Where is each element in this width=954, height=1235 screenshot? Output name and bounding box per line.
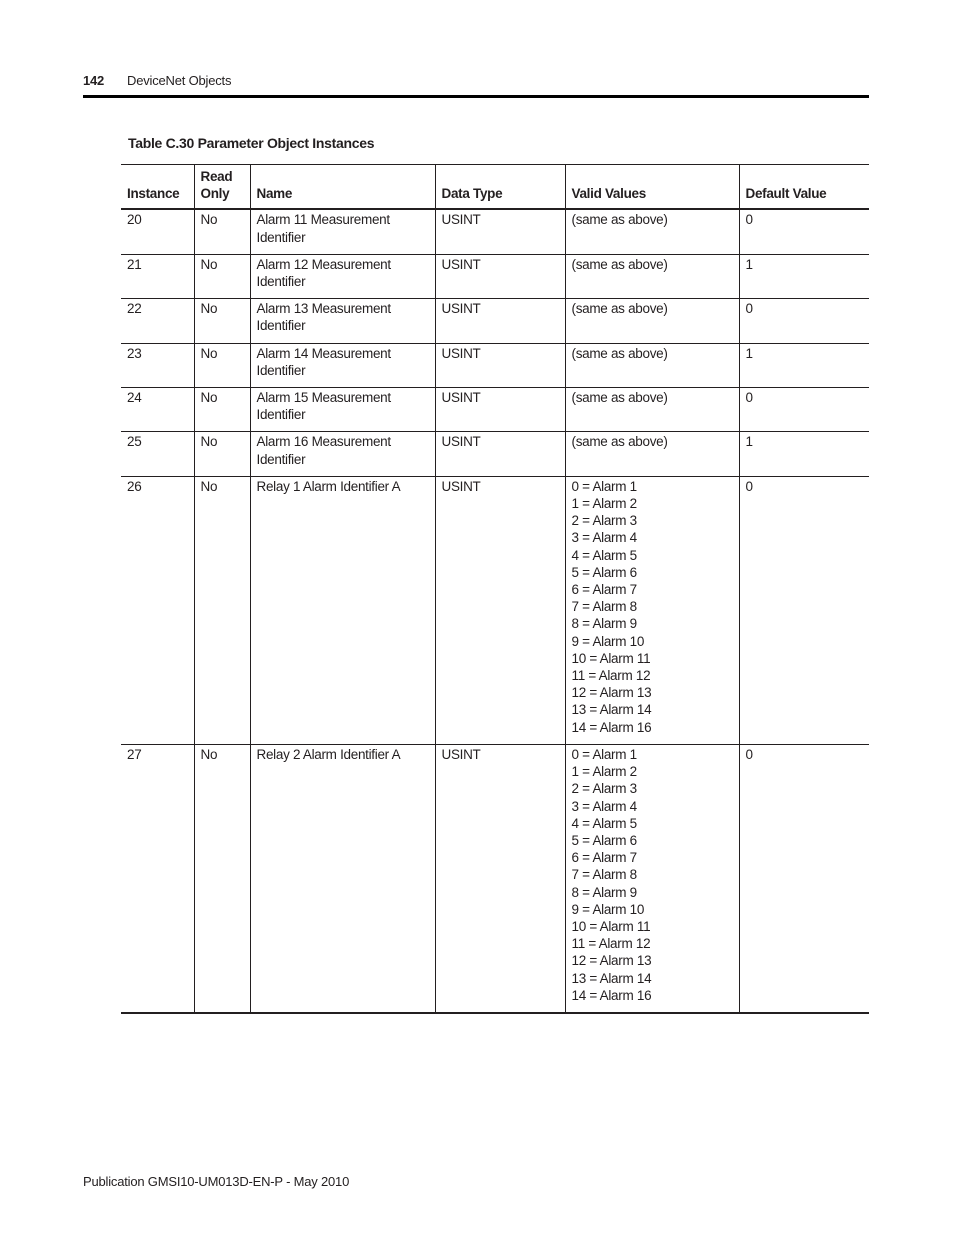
name-cell: Alarm 15 Measurement Identifier bbox=[250, 388, 435, 432]
valid-value-line: (same as above) bbox=[571, 212, 668, 228]
section-title: DeviceNet Objects bbox=[127, 73, 232, 88]
data-type-cell: USINT bbox=[435, 209, 565, 254]
table-row bbox=[121, 432, 869, 476]
instance-cell: 22 bbox=[121, 299, 194, 343]
data-type-cell: USINT bbox=[435, 343, 565, 387]
valid-value-line: 2 = Alarm 3 bbox=[571, 513, 637, 529]
valid-values-cell bbox=[565, 209, 739, 254]
valid-values-cell bbox=[565, 343, 739, 387]
valid-value-line: 6 = Alarm 7 bbox=[571, 850, 637, 866]
data-type-cell: USINT bbox=[435, 254, 565, 298]
valid-value-line: 11 = Alarm 12 bbox=[571, 668, 651, 684]
valid-value-line: 10 = Alarm 11 bbox=[571, 918, 651, 934]
data-type-cell: USINT bbox=[435, 388, 565, 432]
name-cell: Alarm 16 Measurement Identifier bbox=[250, 432, 435, 476]
name-cell: Relay 1 Alarm Identifier A bbox=[250, 476, 435, 744]
default-value-cell: 0 bbox=[739, 388, 869, 432]
page-number: 142 bbox=[83, 73, 105, 88]
table-row bbox=[121, 476, 869, 744]
data-type-cell: USINT bbox=[435, 299, 565, 343]
valid-value-line: 9 = Alarm 10 bbox=[571, 633, 645, 649]
publication-footer: Publication GMSI10-UM013D-EN-P - May 2010 bbox=[83, 1174, 350, 1189]
header-rule bbox=[83, 95, 869, 98]
valid-value-line: 1 = Alarm 2 bbox=[571, 496, 637, 512]
valid-value-line: 2 = Alarm 3 bbox=[571, 781, 637, 797]
name-cell: Alarm 14 Measurement Identifier bbox=[250, 343, 435, 387]
table-caption: Table C.30 Parameter Object Instances bbox=[128, 135, 375, 151]
valid-value-line: 0 = Alarm 1 bbox=[571, 746, 637, 762]
valid-value-line: 11 = Alarm 12 bbox=[571, 936, 651, 952]
data-type-cell: USINT bbox=[435, 432, 565, 476]
valid-value-line: 9 = Alarm 10 bbox=[571, 901, 645, 917]
table-row bbox=[121, 254, 869, 298]
valid-value-line: 13 = Alarm 14 bbox=[571, 970, 652, 986]
instance-cell: 20 bbox=[121, 209, 194, 254]
table-body bbox=[121, 209, 869, 1013]
column-header-name: Name bbox=[250, 165, 435, 210]
table-row bbox=[121, 744, 869, 1013]
valid-value-line: (same as above) bbox=[571, 390, 668, 406]
default-value-cell: 0 bbox=[739, 209, 869, 254]
read-only-cell: No bbox=[194, 476, 250, 744]
valid-value-line: 14 = Alarm 16 bbox=[571, 719, 652, 735]
data-type-cell: USINT bbox=[435, 744, 565, 1013]
valid-values-cell bbox=[565, 432, 739, 476]
valid-values-cell bbox=[565, 744, 739, 1013]
valid-value-line: 14 = Alarm 16 bbox=[571, 987, 652, 1003]
instance-cell: 23 bbox=[121, 343, 194, 387]
name-cell: Relay 2 Alarm Identifier A bbox=[250, 744, 435, 1013]
table-row bbox=[121, 343, 869, 387]
table-row bbox=[121, 299, 869, 343]
default-value-cell: 1 bbox=[739, 254, 869, 298]
read-only-cell: No bbox=[194, 744, 250, 1013]
valid-values-cell bbox=[565, 254, 739, 298]
name-cell: Alarm 11 Measurement Identifier bbox=[250, 209, 435, 254]
valid-value-line: 10 = Alarm 11 bbox=[571, 650, 651, 666]
valid-value-line: 0 = Alarm 1 bbox=[571, 478, 637, 494]
valid-value-line: 7 = Alarm 8 bbox=[571, 867, 637, 883]
default-value-cell: 0 bbox=[739, 476, 869, 744]
default-value-cell: 0 bbox=[739, 299, 869, 343]
read-only-cell: No bbox=[194, 343, 250, 387]
instance-cell: 25 bbox=[121, 432, 194, 476]
valid-value-line: 8 = Alarm 9 bbox=[571, 884, 637, 900]
valid-value-line: (same as above) bbox=[571, 434, 668, 450]
instance-cell: 27 bbox=[121, 744, 194, 1013]
data-type-cell: USINT bbox=[435, 476, 565, 744]
table-row bbox=[121, 209, 869, 254]
table-header-row bbox=[121, 165, 869, 210]
valid-value-line: 13 = Alarm 14 bbox=[571, 702, 652, 718]
valid-value-line: 3 = Alarm 4 bbox=[571, 798, 637, 814]
valid-values-cell bbox=[565, 388, 739, 432]
instance-cell: 21 bbox=[121, 254, 194, 298]
valid-value-line: 1 = Alarm 2 bbox=[571, 764, 637, 780]
default-value-cell: 1 bbox=[739, 343, 869, 387]
column-header-instance: Instance bbox=[121, 165, 194, 210]
read-only-header-line1: Read bbox=[200, 169, 233, 184]
valid-value-line: (same as above) bbox=[571, 345, 668, 361]
name-cell: Alarm 12 Measurement Identifier bbox=[250, 254, 435, 298]
valid-value-line: 4 = Alarm 5 bbox=[571, 815, 637, 831]
valid-value-line: 4 = Alarm 5 bbox=[571, 547, 637, 563]
read-only-cell: No bbox=[194, 388, 250, 432]
column-header-read-only bbox=[194, 165, 250, 210]
valid-value-line: (same as above) bbox=[571, 301, 668, 317]
default-value-cell: 0 bbox=[739, 744, 869, 1013]
table-row bbox=[121, 388, 869, 432]
column-header-default-value: Default Value bbox=[739, 165, 869, 210]
valid-values-cell bbox=[565, 476, 739, 744]
valid-value-line: (same as above) bbox=[571, 256, 668, 272]
valid-value-line: 8 = Alarm 9 bbox=[571, 616, 637, 632]
read-only-cell: No bbox=[194, 432, 250, 476]
valid-value-line: 7 = Alarm 8 bbox=[571, 599, 637, 615]
default-value-cell: 1 bbox=[739, 432, 869, 476]
valid-values-cell bbox=[565, 299, 739, 343]
valid-value-line: 12 = Alarm 13 bbox=[571, 685, 652, 701]
read-only-header-line2: Only bbox=[200, 186, 230, 202]
valid-value-line: 6 = Alarm 7 bbox=[571, 582, 637, 598]
valid-value-line: 5 = Alarm 6 bbox=[571, 564, 637, 580]
read-only-cell: No bbox=[194, 254, 250, 298]
instance-cell: 26 bbox=[121, 476, 194, 744]
read-only-cell: No bbox=[194, 299, 250, 343]
valid-value-line: 5 = Alarm 6 bbox=[571, 832, 637, 848]
valid-value-line: 3 = Alarm 4 bbox=[571, 530, 637, 546]
instance-cell: 24 bbox=[121, 388, 194, 432]
column-header-valid-values: Valid Values bbox=[565, 165, 739, 210]
column-header-data-type: Data Type bbox=[435, 165, 565, 210]
read-only-cell: No bbox=[194, 209, 250, 254]
valid-value-line: 12 = Alarm 13 bbox=[571, 953, 652, 969]
name-cell: Alarm 13 Measurement Identifier bbox=[250, 299, 435, 343]
parameter-object-instances-table bbox=[121, 164, 869, 1014]
